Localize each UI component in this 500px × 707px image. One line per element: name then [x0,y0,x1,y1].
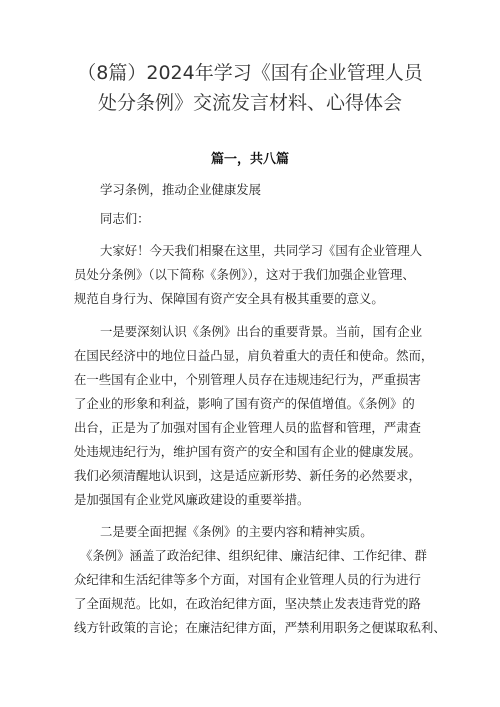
document-title-line-1: （8篇）2024年学习《国有企业管理人员 [77,62,423,84]
paragraph-1-line: 规范自身行为、保障国有资产安全具有极其重要的意义。 [74,291,384,306]
paragraph-2-line: 处违规违纪行为，维护国有资产的安全和国有企业的健康发展。 [74,444,421,459]
paragraph-2-line: 是加强国有企业党风廉政建设的重要举措。 [74,492,310,507]
paragraph-2-line: 我们必须清醒地认识到，这是适应新形势、新任务的必然要求， [74,468,421,483]
subtitle: 学习条例，推动企业健康发展 [100,182,262,197]
section-heading: 篇一，共八篇 [210,152,289,167]
paragraph-2-line: 在国民经济中的地位日益凸显，肩负着重大的责任和使命。然而， [74,348,434,363]
paragraph-3-line: 了全面规范。比如，在政治纪律方面，坚决禁止发表违背党的路 [74,596,421,611]
paragraph-1-line: 大家好！今天我们相聚在这里，共同学习《国有企业管理人 [100,243,423,258]
paragraph-3-line: 二是要全面把握《条例》的主要内容和精神实质。 [100,524,373,539]
salutation: 同志们： [100,211,150,226]
paragraph-2-line: 在一些国有企业中，个别管理人员存在违规违纪行为，严重损害 [74,372,421,387]
document-title-line-2: 处分条例》交流发言材料、心得体会 [97,92,402,114]
paragraph-1-line: 员处分条例》（以下简称《条例》），这对于我们加强企业管理、 [74,267,415,282]
paragraph-3-line: 线方针政策的言论；在廉洁纪律方面，严禁利用职务之便谋取私利、 [74,620,446,635]
paragraph-2-line: 一是要深刻认识《条例》出台的重要背景。当前，国有企业 [100,324,423,339]
paragraph-2-line: 了企业的形象和利益，影响了国有资产的保值增值。《条例》的 [74,396,415,411]
paragraph-3-line: 《条例》涵盖了政治纪律、组织纪律、廉洁纪律、工作纪律、群 [80,548,427,563]
paragraph-3-line: 众纪律和生活纪律等多个方面，对国有企业管理人员的行为进行 [74,572,421,587]
paragraph-2-line: 出台，正是为了加强对国有企业管理人员的监督和管理，严肃查 [74,420,421,435]
